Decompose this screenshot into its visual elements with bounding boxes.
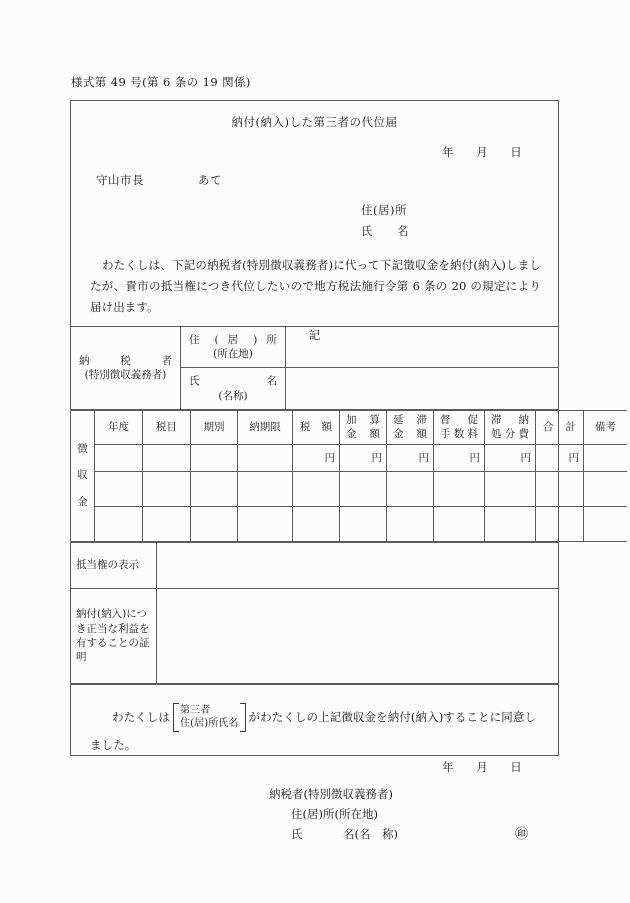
cell[interactable] bbox=[143, 471, 191, 506]
cell[interactable] bbox=[485, 471, 536, 506]
signature-block bbox=[71, 784, 558, 844]
cell[interactable] bbox=[340, 471, 387, 506]
col-header-kibetsu: 期別 bbox=[191, 410, 238, 444]
cell[interactable] bbox=[95, 471, 143, 506]
vertical-label-char-1: 収 bbox=[77, 469, 88, 482]
consent-date-year-label: 年 bbox=[442, 759, 454, 774]
cell[interactable] bbox=[238, 506, 293, 541]
consent-line-1 bbox=[90, 703, 541, 732]
col-header-zeimoku: 税目 bbox=[143, 410, 191, 444]
vertical-label-char-2: 金 bbox=[77, 496, 88, 509]
cell-kasanzei-yen[interactable]: 円 bbox=[340, 444, 387, 471]
cell[interactable] bbox=[536, 506, 584, 541]
addressee-line bbox=[71, 172, 558, 188]
consent-line-2: ました。 bbox=[90, 737, 137, 752]
cell-goukei-yen[interactable]: 円 bbox=[536, 444, 584, 471]
cell[interactable] bbox=[238, 471, 293, 506]
consent-section bbox=[71, 684, 558, 844]
col-header-goukei: 合 計 bbox=[536, 410, 584, 444]
collection-table bbox=[71, 410, 627, 542]
cell-bikou-yen[interactable] bbox=[584, 444, 628, 471]
table-row bbox=[71, 471, 627, 506]
brace-right bbox=[240, 703, 246, 732]
cell-zeimoku-yen[interactable] bbox=[143, 444, 191, 471]
applicant-address-label: 住(居)所 bbox=[361, 203, 407, 217]
cell[interactable] bbox=[191, 506, 238, 541]
cell-zeigaku-yen[interactable]: 円 bbox=[293, 444, 340, 471]
col-header-nokigen: 納期限 bbox=[238, 410, 293, 444]
cell-tainoushobun-yen[interactable]: 円 bbox=[485, 444, 536, 471]
taxpayer-address-label-sub: (所在地) bbox=[213, 348, 253, 361]
taxpayer-name-label bbox=[181, 368, 286, 409]
signer-address-label: 住(居)所(所在地) bbox=[291, 806, 378, 821]
brace-line-1: 第三者 bbox=[180, 704, 211, 716]
consent-lead: わたくしは bbox=[112, 709, 170, 724]
signer-name-row bbox=[269, 824, 558, 844]
cell[interactable] bbox=[293, 471, 340, 506]
cell-kibetsu-yen[interactable] bbox=[191, 444, 238, 471]
cell-tokusoku-yen[interactable]: 円 bbox=[434, 444, 485, 471]
brace-line-2: 住(居)所氏名 bbox=[180, 718, 239, 730]
cell[interactable] bbox=[536, 471, 584, 506]
detail-value-mortgage[interactable] bbox=[157, 542, 559, 588]
table-row bbox=[71, 588, 558, 683]
form-number: 様式第 49 号(第 6 条の 19 関係) bbox=[71, 75, 251, 89]
cell[interactable] bbox=[340, 506, 387, 541]
cell-nokigen-yen[interactable] bbox=[238, 444, 293, 471]
cell[interactable] bbox=[143, 506, 191, 541]
upper-section bbox=[71, 114, 558, 343]
brace-content bbox=[179, 703, 240, 732]
cell-nendo-yen[interactable] bbox=[95, 444, 143, 471]
form-frame bbox=[70, 100, 616, 842]
submission-date-line bbox=[71, 144, 558, 160]
cell[interactable] bbox=[387, 471, 434, 506]
page-title: 納付(納入)した第三者の代位届 bbox=[231, 115, 398, 129]
consent-date-day-label: 日 bbox=[510, 759, 522, 774]
cell[interactable] bbox=[584, 506, 628, 541]
consent-text bbox=[71, 685, 558, 757]
col-header-tainoushobun: 滞 納 処分費 bbox=[485, 410, 536, 444]
collection-vertical-label bbox=[71, 410, 95, 541]
cell[interactable] bbox=[293, 506, 340, 541]
consent-date-month-label: 月 bbox=[476, 759, 488, 774]
taxpayer-name-value[interactable] bbox=[286, 368, 559, 409]
collection-header-row bbox=[71, 410, 627, 444]
date-month-label: 月 bbox=[476, 145, 488, 159]
date-year-label: 年 bbox=[442, 145, 454, 159]
taxpayer-label-sub: (特別徴収義務者) bbox=[84, 368, 167, 381]
taxpayer-label-main: 納 税 者 bbox=[79, 354, 172, 367]
cell[interactable] bbox=[485, 506, 536, 541]
vertical-label-char-0: 徴 bbox=[77, 442, 88, 455]
brace-group bbox=[173, 703, 246, 732]
detail-value-interest-proof[interactable] bbox=[157, 588, 559, 683]
applicant-name-label: 氏 名 bbox=[361, 224, 409, 239]
cell[interactable] bbox=[434, 471, 485, 506]
consent-tail: がわたくしの上記徴収金を納付(納入)することに同意し bbox=[248, 709, 537, 724]
col-header-tokusoku: 督 促 手数料 bbox=[434, 410, 485, 444]
date-day-label: 日 bbox=[510, 145, 522, 159]
body-paragraph: わたくしは、下記の納税者(特別徴収義務者)に代って下記徴収金を納付(納入)しましたが、貴市の抵当権につき代位したいので地方税法施行令第 6 条の 20 の規定により届け出ます。 bbox=[90, 257, 541, 315]
detail-table bbox=[71, 542, 558, 684]
signer-name-label: 氏 bbox=[291, 826, 303, 841]
cell[interactable] bbox=[387, 506, 434, 541]
kiji-marker: 記 bbox=[308, 328, 321, 343]
taxpayer-name-label-main: 氏 名 bbox=[189, 375, 277, 388]
taxpayer-address-label-main: 住 ( 居 ) 所 bbox=[189, 334, 277, 346]
applicant-block bbox=[71, 200, 558, 243]
col-header-entaikin: 延 滞 金 額 bbox=[387, 410, 434, 444]
cell[interactable] bbox=[191, 471, 238, 506]
collection-yen-row bbox=[71, 444, 627, 471]
cell[interactable] bbox=[95, 506, 143, 541]
signer-name-label2: 名(名 称) bbox=[343, 826, 398, 841]
cell-entaikin-yen[interactable]: 円 bbox=[387, 444, 434, 471]
signer-title: 納税者(特別徴収義務者) bbox=[269, 786, 393, 801]
detail-label-interest-proof: 納付(納入)につき正当な利益を有することの証明 bbox=[71, 588, 157, 683]
cell[interactable] bbox=[584, 471, 628, 506]
table-row bbox=[71, 506, 627, 541]
seal-icon: ㊞ bbox=[514, 826, 528, 842]
addressee-suffix: あて bbox=[198, 173, 222, 187]
detail-label-mortgage: 抵当権の表示 bbox=[71, 542, 157, 588]
taxpayer-name-label-sub: (名称) bbox=[218, 389, 248, 402]
cell[interactable] bbox=[434, 506, 485, 541]
consent-date-line bbox=[71, 759, 558, 775]
col-header-zeigaku: 税 額 bbox=[293, 410, 340, 444]
col-header-bikou: 備考 bbox=[584, 410, 628, 444]
addressee-name: 守山市長 bbox=[96, 173, 144, 187]
col-header-kasanzei: 加 算 金 額 bbox=[340, 410, 387, 444]
table-row bbox=[71, 542, 558, 588]
col-header-nendo: 年度 bbox=[95, 410, 143, 444]
